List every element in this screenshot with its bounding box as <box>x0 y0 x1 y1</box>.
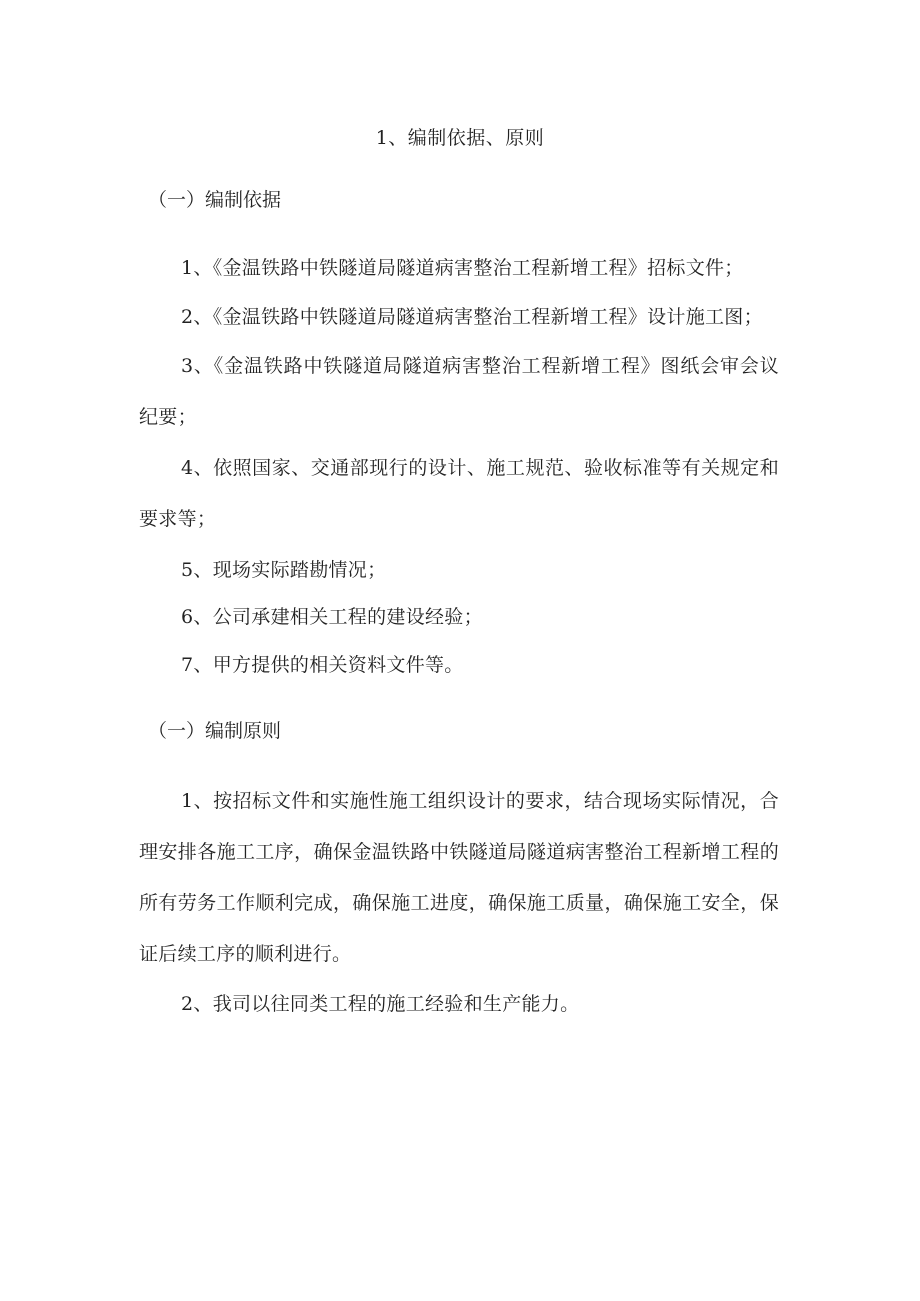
basis-item-4: 4、依照国家、交通部现行的设计、施工规范、验收标准等有关规定和要求等； <box>139 457 779 530</box>
section-heading-basis: （一）编制依据 <box>148 189 282 211</box>
basis-item-7: 7、甲方提供的相关资料文件等。 <box>181 654 464 676</box>
document-title: 1、编制依据、原则 <box>375 127 545 149</box>
principle-item-2: 2、我司以往同类工程的施工经验和生产能力。 <box>181 993 580 1015</box>
basis-item-2: 2、《金温铁路中铁隧道局隧道病害整治工程新增工程》设计施工图； <box>181 306 763 328</box>
basis-item-5: 5、现场实际踏勘情况； <box>181 559 387 581</box>
basis-item-1: 1、《金温铁路中铁隧道局隧道病害整治工程新增工程》招标文件； <box>181 257 744 279</box>
principle-item-1: 1、按招标文件和实施性施工组织设计的要求，结合现场实际情况，合理安排各施工工序，确保金温铁路中铁隧道局隧道病害整治工程新增工程的所有劳务工作顺利完成，确保施工进度，确保施工质量，确保施工安全，保证后续工序的顺利进行。 <box>139 790 779 965</box>
section-heading-principles: （一）编制原则 <box>148 720 282 742</box>
basis-item-6: 6、公司承建相关工程的建设经验； <box>181 606 483 628</box>
basis-item-3: 3、《金温铁路中铁隧道局隧道病害整治工程新增工程》图纸会审会议纪要； <box>139 355 779 428</box>
